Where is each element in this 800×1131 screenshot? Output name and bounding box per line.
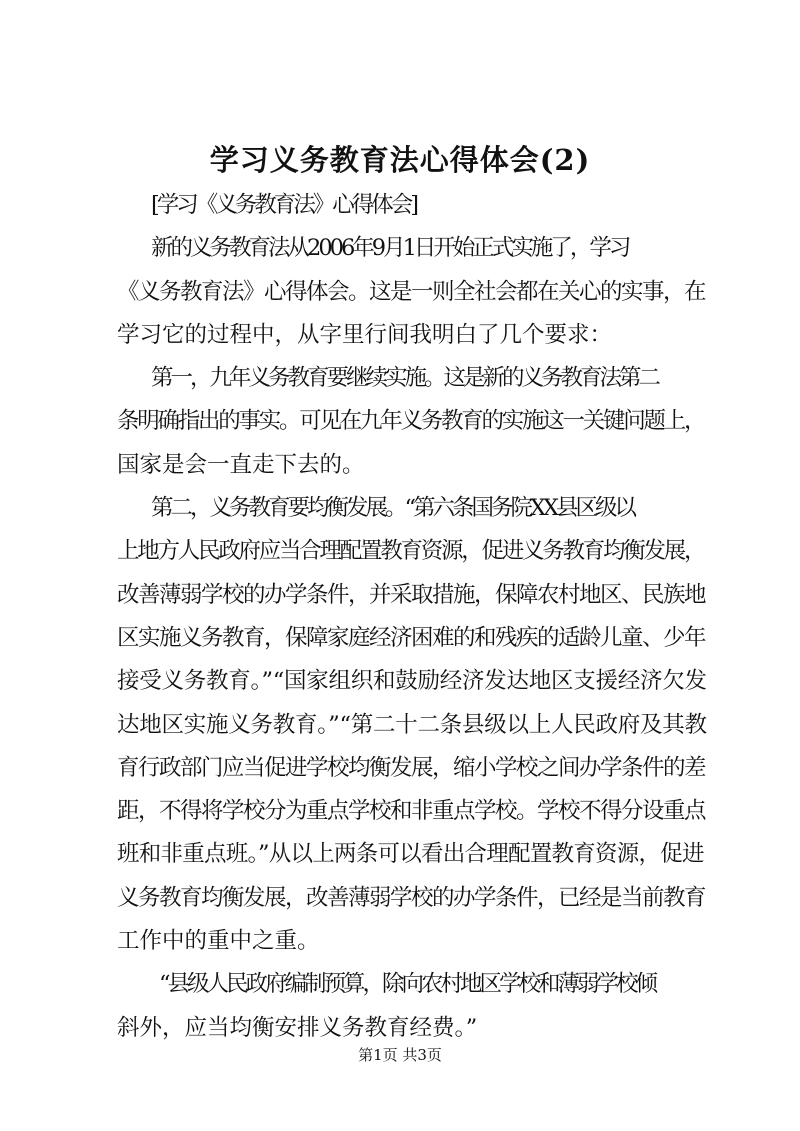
paragraph-intro [117, 227, 707, 357]
text-line: 达地区实施义务教育。”“第二十二条县级以上人民政府及其教 [117, 711, 707, 738]
text-line: 第一，九年义务教育要继续实施。这是新的义务教育法第二 [151, 365, 659, 392]
subtitle-paragraph [117, 184, 707, 227]
paragraph-second-point [117, 487, 707, 963]
text-line: “县级人民政府编制预算，除向农村地区学校和薄弱学校倾 [159, 971, 656, 998]
text-line: 区实施义务教育，保障家庭经济困难的和残疾的适龄儿童、少年 [117, 624, 706, 651]
page-indicator: 第1页 共3页 [358, 1046, 442, 1064]
document-body [117, 184, 707, 1050]
text-line: 新的义务教育法从2006年9月1日开始正式实施了，学习 [151, 235, 629, 262]
text-line: 义务教育均衡发展，改善薄弱学校的办学条件，已经是当前教育 [117, 884, 706, 911]
text-line: 《义务教育法》心得体会。这是一则全社会都在关心的实事，在 [117, 278, 706, 305]
text-line: 接受义务教育。”“国家组织和鼓励经济发达地区支援经济欠发 [117, 668, 707, 695]
text-line: 斜外，应当均衡安排义务教育经费。” [117, 1014, 478, 1041]
text-line: 学习它的过程中，从字里行间我明白了几个要求： [117, 321, 613, 348]
paragraph-quote [117, 963, 707, 1050]
text-line: 第二，义务教育要均衡发展。“第六条国务院XX县区级以 [151, 495, 635, 522]
text-line: 距，不得将学校分为重点学校和非重点学校。学校不得分设重点 [117, 798, 706, 825]
text-line: 育行政部门应当促进学校均衡发展，缩小学校之间办学条件的差 [117, 754, 706, 781]
text-line: 国家是会一直走下去的。 [117, 451, 365, 478]
paragraph-first-point [117, 357, 707, 487]
subtitle: [学习《义务教育法》心得体会] [151, 192, 417, 218]
document-title: 学习义务教育法心得体会(2) [209, 143, 591, 177]
text-line: 班和非重点班。”从以上两条可以看出合理配置教育资源，促进 [117, 841, 704, 868]
text-line: 条明确指出的事实。可见在九年义务教育的实施这一关键问题上， [117, 408, 705, 435]
text-line: 工作中的重中之重。 [117, 928, 320, 955]
text-line: 改善薄弱学校的办学条件，并采取措施，保障农村地区、民族地 [117, 581, 706, 608]
text-line: 上地方人民政府应当合理配置教育资源，促进义务教育均衡发展， [117, 538, 705, 565]
